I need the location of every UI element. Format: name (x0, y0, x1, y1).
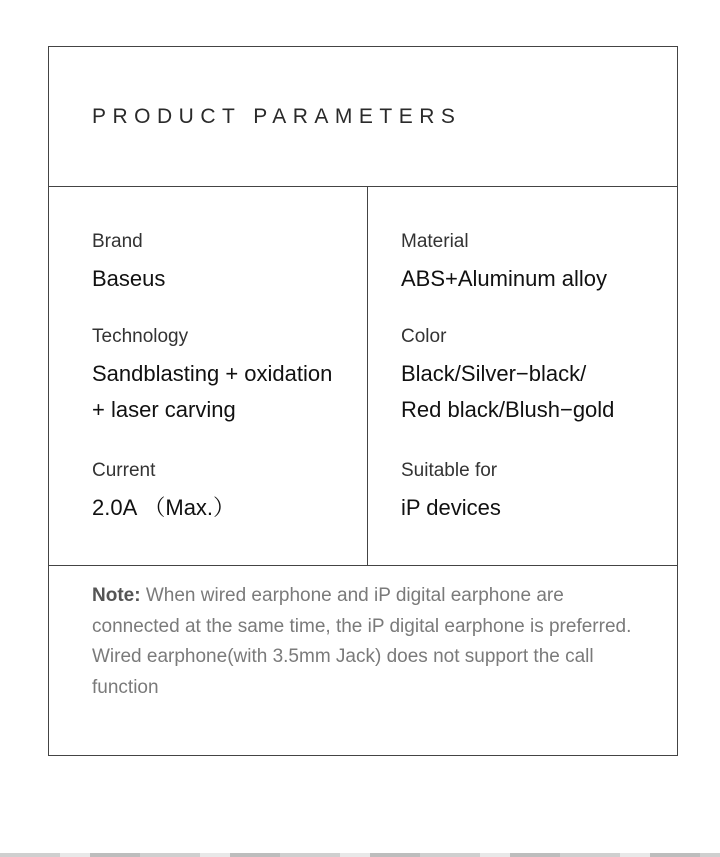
note-text: When wired earphone and iP digital earphone are connected at the same time, the iP digital earphone is preferred. Wired earphone(with 3.5mm Jack) does not support the call function (92, 585, 632, 698)
suitable-for-label: Suitable for (401, 460, 498, 481)
brand-value: Baseus (92, 266, 166, 291)
current-value: 2.0A （Max.） (92, 495, 236, 520)
color-label: Color (401, 326, 447, 347)
card-header (49, 47, 677, 187)
material-value: ABS+Aluminum alloy (401, 266, 608, 291)
note-paragraph (92, 581, 632, 703)
column-divider (367, 187, 368, 565)
brand-label: Brand (92, 231, 143, 252)
suitable-for-value: iP devices (401, 495, 501, 520)
product-parameters-card (48, 46, 678, 756)
color-value-line2: Red black/Blush−gold (401, 397, 615, 422)
bottom-edge-strip (0, 853, 720, 857)
technology-value-line2: + laser carving (92, 397, 236, 422)
color-value-line1: Black/Silver−black/ (401, 361, 587, 386)
technology-value-line1: Sandblasting + oxidation (92, 361, 333, 386)
current-label: Current (92, 460, 156, 481)
parameters-grid (49, 187, 677, 566)
page-title: PRODUCT PARAMETERS (92, 105, 462, 128)
note-label: Note: (92, 585, 141, 606)
technology-label: Technology (92, 326, 189, 347)
material-label: Material (401, 231, 469, 252)
